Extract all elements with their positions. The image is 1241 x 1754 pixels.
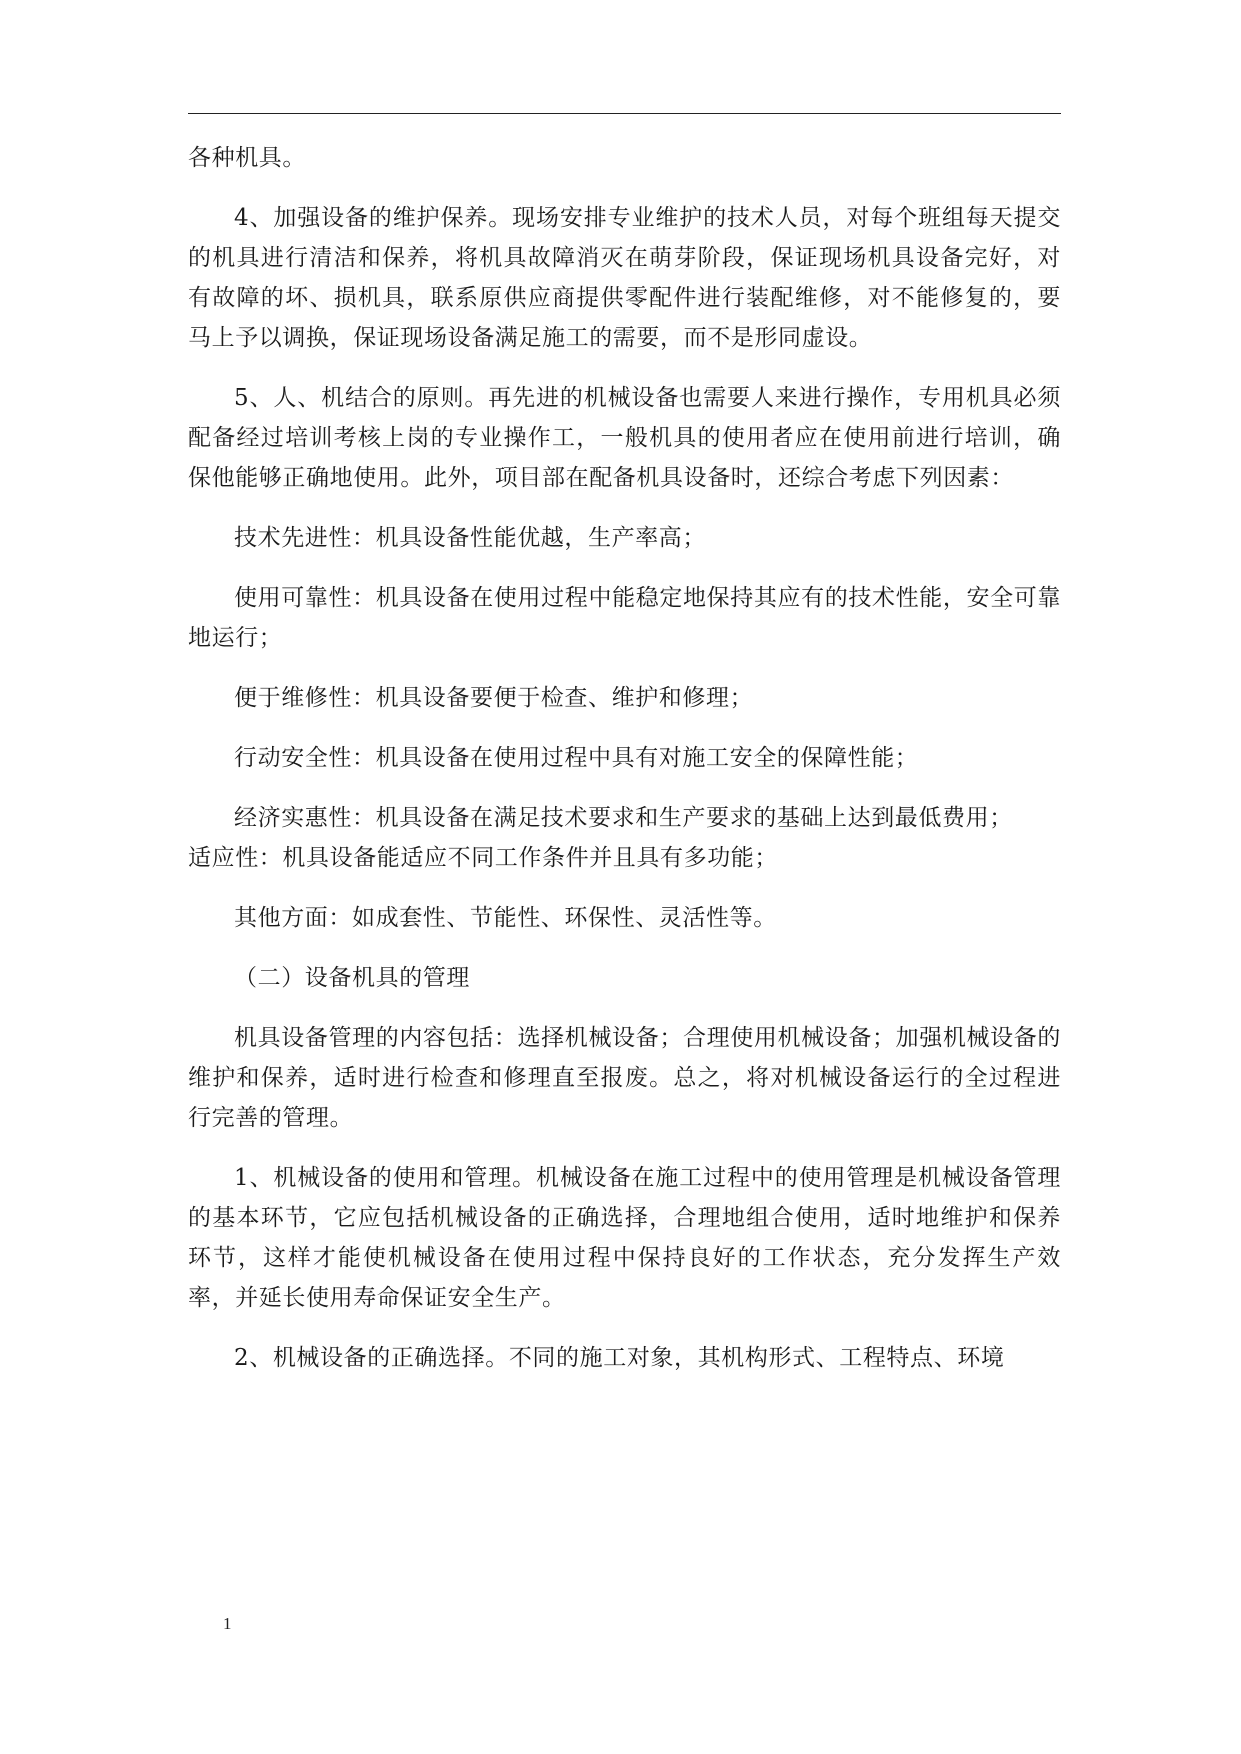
paragraph: 1、机械设备的使用和管理。机械设备在施工过程中的使用管理是机械设备管理的基本环节，它应包括机械设备的正确选择，合理地组合使用，适时地维护和保养环节，这样才能使机械设备在使用过程中保持良好的工作状态，充分发挥生产效率，并延长使用寿命保证安全生产。 <box>188 1165 1061 1311</box>
paragraph: 行动安全性：机具设备在使用过程中具有对施工安全的保障性能； <box>234 745 919 771</box>
paragraph: 技术先进性：机具设备性能优越，生产率高； <box>234 525 706 551</box>
paragraph: 使用可靠性：机具设备在使用过程中能稳定地保持其应有的技术性能，安全可靠地运行； <box>188 585 1061 651</box>
page-number: 1 <box>223 1614 232 1633</box>
paragraph: 4、加强设备的维护保养。现场安排专业维护的技术人员，对每个班组每天提交的机具进行清洁和保养，将机具故障消灭在萌芽阶段，保证现场机具设备完好，对有故障的坏、损机具，联系原供应商提供零配件进行装配维修，对不能修复的，要马上予以调换，保证现场设备满足施工的需要，而不是形同虚设。 <box>188 205 1061 351</box>
header-rule <box>188 113 1061 114</box>
paragraph: 经济实惠性：机具设备在满足技术要求和生产要求的基础上达到最低费用； <box>234 805 1013 831</box>
paragraph: 适应性：机具设备能适应不同工作条件并且具有多功能； <box>188 845 778 871</box>
paragraph: 其他方面：如成套性、节能性、环保性、灵活性等。 <box>234 905 777 931</box>
paragraph: 5、人、机结合的原则。再先进的机械设备也需要人来进行操作，专用机具必须配备经过培训考核上岗的专业操作工，一般机具的使用者应在使用前进行培训，确保他能够正确地使用。此外，项目部在配备机具设备时，还综合考虑下列因素： <box>188 385 1061 491</box>
paragraph: 2、机械设备的正确选择。不同的施工对象，其机构形式、工程特点、环境 <box>234 1345 1005 1371</box>
paragraph: 便于维修性：机具设备要便于检查、维护和修理； <box>234 685 754 711</box>
page-body <box>188 138 1061 1398</box>
paragraph: 机具设备管理的内容包括：选择机械设备；合理使用机械设备；加强机械设备的维护和保养，适时进行检查和修理直至报废。总之，将对机械设备运行的全过程进行完善的管理。 <box>188 1025 1061 1131</box>
section-heading: （二）设备机具的管理 <box>234 965 470 991</box>
paragraph: 各种机具。 <box>188 145 306 171</box>
